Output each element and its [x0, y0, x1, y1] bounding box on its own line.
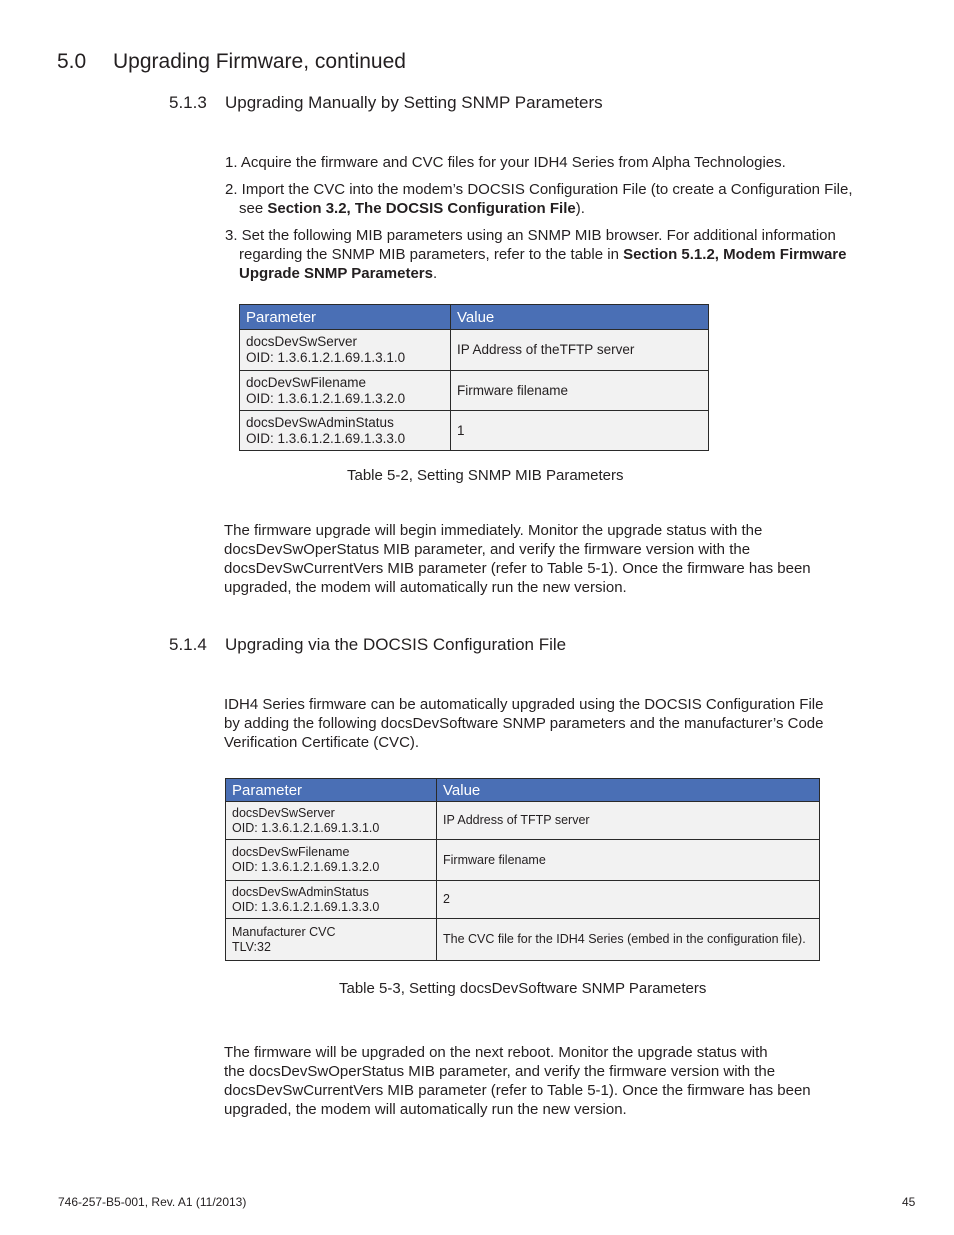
footer-doc-id: 746-257-B5-001, Rev. A1 (11/2013)	[58, 1195, 247, 1209]
parameter-name: docsDevSwFilename	[232, 845, 350, 859]
parameter-oid: OID: 1.3.6.1.2.1.69.1.3.3.0	[246, 430, 406, 446]
paragraph-line: Verification Certificate (CVC).	[224, 734, 420, 751]
heading-number: 5.0	[57, 50, 87, 73]
section-514-intro	[224, 695, 884, 752]
paragraph-line: The firmware will be upgraded on the next reboot. Monitor the upgrade status with	[224, 1044, 768, 1061]
table-row	[240, 330, 709, 371]
step-2-line-2	[225, 199, 885, 218]
parameter-cell	[240, 330, 451, 371]
parameter-name: docsDevSwServer	[232, 805, 335, 820]
section-513-paragraph	[224, 521, 884, 597]
page-heading	[57, 50, 406, 74]
paragraph-line: docsDevSwCurrentVers MIB parameter (refer to Table 5-1). Once the firmware has been	[224, 560, 811, 577]
parameter-cell	[240, 371, 451, 411]
table-row	[226, 919, 820, 961]
section-514-title: Upgrading via the DOCSIS Configuration File	[225, 635, 567, 654]
paragraph-line: upgraded, the modem will automatically run the new version.	[224, 579, 627, 596]
value-cell: 1	[451, 411, 709, 451]
table-row	[226, 840, 820, 881]
parameter-cell	[226, 919, 437, 961]
footer-page-number: 45	[902, 1195, 916, 1209]
step-2	[225, 180, 885, 218]
parameter-oid: TLV:32	[232, 939, 271, 954]
paragraph-line: the docsDevSwOperStatus MIB parameter, and verify the firmware version with the	[224, 1063, 776, 1080]
value-cell: IP Address of theTFTP server	[451, 330, 709, 371]
paragraph-line: by adding the following docsDevSoftware SNMP parameters and the manufacturer’s Code	[224, 715, 824, 732]
step-3-line-2	[225, 245, 885, 264]
header-value: Value	[437, 779, 820, 802]
step-2-link-bold: Section 3.2, The DOCSIS Configuration File	[267, 200, 576, 217]
parameter-oid: OID: 1.3.6.1.2.1.69.1.3.2.0	[246, 390, 406, 406]
section-514-heading	[169, 635, 566, 655]
step-3-line-3	[225, 264, 885, 283]
step-3-bold-1: Section 5.1.2, Modem Firmware	[623, 246, 847, 263]
paragraph-line: The firmware upgrade will begin immediately. Monitor the upgrade status with the	[224, 522, 763, 539]
table-5-3	[225, 778, 820, 961]
parameter-name: docDevSwFilename	[246, 374, 367, 390]
value-cell: IP Address of TFTP server	[437, 802, 820, 840]
section-514-number: 5.1.4	[169, 635, 207, 654]
table-5-3-caption: Table 5-3, Setting docsDevSoftware SNMP Parameters	[339, 980, 707, 997]
parameter-name: Manufacturer CVC	[232, 924, 336, 939]
step-2-line-1: 2. Import the CVC into the modem’s DOCSIS Configuration File (to create a Configuration File,	[225, 181, 853, 198]
parameter-oid: OID: 1.3.6.1.2.1.69.1.3.2.0	[232, 860, 380, 874]
table-header-row	[240, 305, 709, 330]
section-513-heading	[169, 93, 603, 113]
section-513-title: Upgrading Manually by Setting SNMP Parameters	[225, 93, 603, 112]
table-row	[240, 371, 709, 411]
parameter-cell	[226, 840, 437, 881]
parameter-cell	[226, 881, 437, 919]
step-3	[225, 226, 885, 283]
section-514-paragraph	[224, 1043, 884, 1119]
parameter-cell	[240, 411, 451, 451]
paragraph-line: upgraded, the modem will automatically run the new version.	[224, 1101, 627, 1118]
parameter-oid: OID: 1.3.6.1.2.1.69.1.3.1.0	[232, 820, 380, 835]
table-5-2-caption: Table 5-2, Setting SNMP MIB Parameters	[347, 467, 624, 484]
header-value: Value	[451, 305, 709, 330]
step-3-line-1: 3. Set the following MIB parameters using an SNMP MIB browser. For additional information	[225, 227, 836, 244]
value-cell: 2	[437, 881, 820, 919]
value-cell: Firmware filename	[451, 371, 709, 411]
value-cell: The CVC file for the IDH4 Series (embed in the configuration file).	[437, 919, 820, 961]
value-cell: Firmware filename	[437, 840, 820, 881]
table-header-row	[226, 779, 820, 802]
paragraph-line: docsDevSwCurrentVers MIB parameter (refer to Table 5-1). Once the firmware has been	[224, 1082, 811, 1099]
step-3-pre: regarding the SNMP MIB parameters, refer to the table in	[239, 246, 624, 263]
parameter-name: docsDevSwAdminStatus	[246, 414, 394, 430]
header-parameter: Parameter	[226, 779, 437, 802]
step-3-post: .	[432, 265, 438, 282]
step-1-text: 1. Acquire the firmware and CVC files for your IDH4 Series from Alpha Technologies.	[225, 154, 786, 171]
paragraph-line: docsDevSwOperStatus MIB parameter, and verify the firmware version with the	[224, 541, 751, 558]
step-1	[225, 153, 885, 172]
parameter-name: docsDevSwAdminStatus	[232, 884, 369, 899]
table-5-2	[239, 304, 709, 451]
step-3-bold-2: Upgrade SNMP Parameters	[239, 265, 433, 282]
paragraph-line: IDH4 Series firmware can be automatically upgraded using the DOCSIS Configuration File	[224, 696, 824, 713]
heading-title: Upgrading Firmware, continued	[113, 50, 406, 73]
step-2-post: ).	[575, 200, 585, 217]
parameter-oid: OID: 1.3.6.1.2.1.69.1.3.1.0	[246, 350, 406, 365]
table-row	[240, 411, 709, 451]
section-513-number: 5.1.3	[169, 93, 207, 112]
parameter-oid: OID: 1.3.6.1.2.1.69.1.3.3.0	[232, 899, 380, 914]
header-parameter: Parameter	[240, 305, 451, 330]
step-2-pre: see	[239, 200, 268, 217]
table-row	[226, 802, 820, 840]
parameter-name: docsDevSwServer	[246, 334, 358, 349]
parameter-cell	[226, 802, 437, 840]
table-row	[226, 881, 820, 919]
